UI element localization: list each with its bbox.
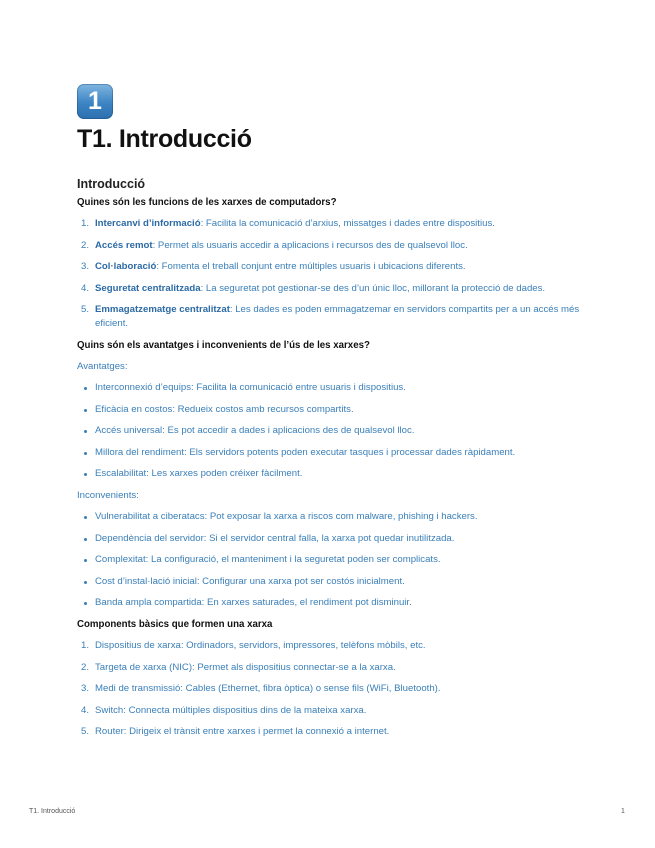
components-list: [77, 639, 582, 739]
list-item: 4. Switch: Connecta múltiples dispositius dins de la mateixa xarxa.: [81, 704, 367, 716]
list-item: 3. Col·laboració: Fomenta el treball conjunt entre múltiples usuaris i ubicacions diferents.: [81, 261, 466, 273]
disadvantages-label: Inconvenients:: [77, 489, 139, 501]
section-heading: Introducció: [77, 177, 146, 191]
list-item: 1. Intercanvi d’informació: Facilita la comunicació d’arxius, missatges i dades entre dispositius.: [81, 218, 495, 229]
document-body: [77, 196, 582, 747]
list-item: 5. Router: Dirigeix el trànsit entre xarxes i permet la connexió a internet.: [81, 726, 390, 738]
question-components: Components bàsics que formen una xarxa: [77, 618, 273, 630]
keycap-one-icon: [77, 84, 113, 119]
list-item: Cost d’instal·lació inicial: Configurar una xarxa pot ser costós inicialment.: [77, 575, 582, 589]
list-item: Dependència del servidor: Si el servidor central falla, la xarxa pot quedar inutilitzada.: [77, 532, 582, 546]
list-item: Vulnerabilitat a ciberatacs: Pot exposar la xarxa a riscos com malware, phishing i hackers.: [77, 510, 582, 524]
list-item: Eficàcia en costos: Redueix costos amb recursos compartits.: [77, 403, 582, 417]
list-item: 4. Seguretat centralitzada: La seguretat pot gestionar-se des d’un únic lloc, millorant la protecció de dades.: [81, 282, 546, 294]
list-item: 2. Targeta de xarxa (NIC): Permet als dispositius connectar-se a la xarxa.: [81, 661, 396, 673]
list-item: Millora del rendiment: Els servidors potents poden executar tasques i processar dades ràpidament.: [77, 446, 582, 460]
question-pros-cons: Quins són els avantatges i inconvenients de l’ús de les xarxes?: [77, 339, 370, 351]
footer-title: T1. Introducció: [29, 808, 76, 815]
list-item: Interconnexió d’equips: Facilita la comunicació entre usuaris i dispositius.: [77, 381, 582, 395]
list-item: 2. Accés remot: Permet als usuaris accedir a aplicacions i recursos des de qualsevol lloc.: [81, 239, 468, 251]
list-item: 1. Dispositius de xarxa: Ordinadors, servidors, impressores, telèfons mòbils, etc.: [81, 639, 426, 651]
disadvantages-list: [77, 510, 582, 610]
list-item: Banda ampla compartida: En xarxes saturades, el rendiment pot disminuir.: [77, 596, 582, 610]
functions-list: [77, 217, 582, 331]
list-item: Escalabilitat: Les xarxes poden créixer fàcilment.: [77, 467, 582, 481]
list-item: 3. Medi de transmissió: Cables (Ethernet, fibra òptica) o sense fils (WiFi, Bluetooth).: [81, 683, 441, 695]
advantages-list: [77, 381, 582, 481]
page-title: T1. Introducció: [77, 125, 252, 153]
question-functions: Quines són les funcions de les xarxes de computadors?: [77, 197, 337, 208]
keycap-number: 1: [88, 87, 102, 115]
advantages-label: Avantatges:: [77, 360, 128, 372]
list-item: Complexitat: La configuració, el manteniment i la seguretat poden ser complicats.: [77, 553, 582, 567]
list-item: 5. Emmagatzematge centralitzat: Les dades es poden emmagatzemar en servidors compartits per a un accés més eficient.: [81, 304, 580, 330]
list-item: Accés universal: Es pot accedir a dades i aplicacions des de qualsevol lloc.: [77, 424, 582, 438]
page-number: 1: [621, 808, 625, 815]
